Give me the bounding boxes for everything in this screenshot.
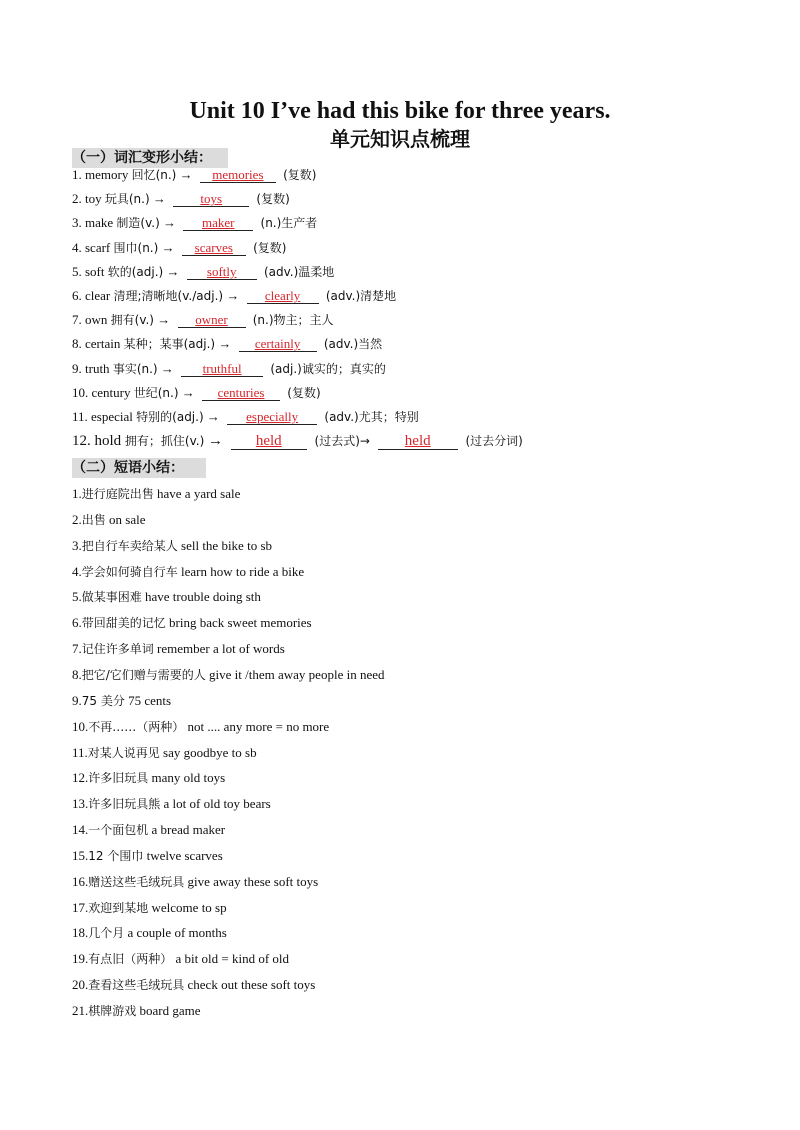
vocab-word: own [85,312,108,328]
phrase-cn: 赠送这些毛绒玩具 [88,874,185,889]
arrow: → [161,239,175,255]
answer-blank [178,312,246,328]
answer-blank [187,264,257,280]
phrase-cn: 几个月 [88,926,125,941]
phrase-cn: 12 个围巾 [88,848,144,863]
vocab-cn: 软的(adj.) [107,264,164,279]
vocab-num: 11. [72,409,88,424]
answer-text: softly [206,263,237,279]
answer-blank [247,288,319,304]
answer-blank [182,240,246,256]
answer-blank [239,336,317,352]
phrase-en: a bit old = kind of old [175,951,290,967]
vocab-note: (n.)物主；主人 [252,313,334,328]
arrow: → [160,360,174,376]
phrase-item [72,691,171,711]
phrase-en: have trouble doing sth [145,589,261,605]
phrase-en: sell the bike to sb [181,537,273,553]
vocab-num: 8. [72,336,82,352]
phrase-cn: 棋牌游戏 [88,1004,137,1018]
phrase-en: a couple of months [127,925,227,941]
vocab-item [72,407,419,427]
phrase-num: 10. [72,718,89,734]
phrase-cn: 一个面包机 [88,823,149,838]
phrase-item [72,639,285,659]
phrase-en: twelve scarves [146,847,223,863]
phrase-num: 14. [72,822,89,838]
vocab-note: (adv.)温柔地 [263,264,335,279]
phrase-num: 9. [72,692,82,708]
phrase-num: 4. [72,563,82,579]
vocab-cn: 玩具(n.) [104,192,150,207]
phrase-num: 20. [72,977,89,993]
phrase-en: have a yard sale [157,486,241,501]
phrase-en: give away these soft toys [187,873,319,889]
answer-text: certainly [254,336,301,352]
phrase-en: check out these soft toys [187,977,316,993]
phrase-num: 8. [72,666,82,682]
phrase-en: a bread maker [151,822,226,838]
page-subtitle: 单元知识点梳理 [330,127,470,151]
phrase-cn: 75 美分 [81,693,125,708]
phrase-num: 13. [72,796,89,812]
answer-text: especially [246,409,299,424]
phrase-item [72,717,329,737]
vocab-num: 4. [72,239,82,255]
vocab-item [72,310,334,330]
vocab-cn: 某种；某事(adj.) [123,337,216,352]
phrase-item [72,536,272,556]
phrase-item [72,768,225,788]
phrase-en: welcome to sp [151,899,227,915]
vocab-num: 12. [72,433,91,449]
phrase-cn: 许多旧玩具 [88,771,149,786]
phrase-en: on sale [109,511,146,527]
phrase-cn: 有点旧（两种） [88,952,173,967]
phrase-num: 19. [72,951,89,967]
phrase-item [72,846,223,866]
answer-blank [227,409,317,425]
vocab-word: century [91,384,131,400]
vocab-num: 3. [72,215,82,231]
arrow: → [226,288,240,303]
answer-blank [181,361,263,377]
phrase-num: 1. [72,486,82,501]
vocab-word: truth [85,360,110,376]
vocab-item [72,213,317,233]
phrase-en: bring back sweet memories [169,615,312,631]
vocab-word: make [85,215,114,231]
answer-text: scarves [194,239,233,255]
phrase-item [72,872,318,892]
phrase-num: 15. [72,847,89,863]
vocab-item [72,286,396,306]
answer-blank [378,434,458,450]
phrase-item [72,794,271,814]
answer-blank [200,167,276,183]
vocab-cn: 围巾(n.) [113,240,159,255]
phrase-en: many old toys [151,770,226,786]
vocab-word: soft [85,263,105,279]
phrase-en: a lot of old toy bears [163,796,271,812]
phrase-item [72,484,240,504]
phrase-item [72,949,289,969]
vocab-word: especial [91,409,133,424]
phrase-item [72,743,257,763]
vocab-cn: 拥有；抓住(v.) [124,434,205,448]
vocab-cn: 制造(v.) [116,216,160,231]
answer-text: clearly [264,288,301,303]
phrase-cn: 出售 [81,512,106,527]
vocab-num: 6. [72,288,82,303]
phrase-item [72,898,227,918]
vocab-num: 5. [72,263,82,279]
answer-text: held [404,433,431,449]
vocab-note: (adv.)尤其；特别 [324,410,419,424]
phrase-cn: 欢迎到某地 [88,900,149,915]
vocab-item-12 [72,431,523,451]
vocab-note: (n.)生产者 [260,216,318,231]
phrase-item [72,1001,201,1021]
phrase-num: 16. [72,873,89,889]
vocab-item [72,383,321,403]
arrow: → [166,263,180,279]
vocab-word: toy [85,191,102,207]
phrase-cn: 把它/它们赠与需要的人 [81,667,206,682]
phrase-item [72,562,304,582]
vocab-item [72,334,382,354]
vocab-note: (复数) [256,192,290,207]
vocab-note: (adv.)清楚地 [325,289,397,303]
phrase-item [72,975,315,995]
vocab-item [72,165,317,185]
vocab-word: scarf [85,239,111,255]
vocab-item [72,238,286,258]
answer-text: memories [212,167,264,182]
phrase-en: give it /them away people in need [209,666,385,682]
phrase-en: remember a lot of words [157,641,285,657]
phrase-item [72,923,227,943]
answer-blank [173,191,249,207]
vocab-note: (复数) [253,240,287,255]
vocab-item [72,262,334,282]
phrase-en: say goodbye to sb [163,744,257,760]
phrase-cn: 查看这些毛绒玩具 [88,978,185,993]
vocab-word: clear [85,288,111,303]
vocab-cn: 事实(n.) [112,361,158,376]
phrase-en: 75 cents [128,692,172,708]
vocab-note: (adv.)当然 [323,337,383,352]
answer-text: held [255,433,282,449]
vocab-note: (复数) [287,385,321,400]
vocab-word: hold [94,433,122,449]
vocab-num: 7. [72,312,82,328]
vocab-cn: 拥有(v.) [110,313,154,328]
arrow: → [179,167,193,182]
vocab-note: (复数) [283,168,317,182]
phrase-num: 21. [72,1003,89,1018]
phrase-cn: 做某事困难 [81,590,142,605]
section-heading-phrases: （二）短语小结： [72,458,206,478]
vocab-cn: 特别的(adj.) [136,410,204,424]
answer-text: truthful [202,360,242,376]
vocab-cn: 回忆(n.) [131,168,177,182]
phrase-cn: 学会如何骑自行车 [81,564,178,579]
phrase-num: 2. [72,511,82,527]
vocab-note: (过去分词) [465,434,523,448]
vocab-item [72,359,386,379]
vocab-word: memory [85,167,129,182]
arrow: → [152,191,166,207]
vocab-num: 9. [72,360,82,376]
answer-text: owner [195,312,228,328]
answer-blank [183,215,253,231]
phrase-en: not .... any more = no more [187,718,330,734]
phrase-cn: 对某人说再见 [87,745,160,760]
page-title: Unit 10 I’ve had this bike for three years. [189,98,611,124]
vocab-num: 10. [72,384,89,400]
arrow: → [163,215,177,231]
arrow: → [206,409,220,424]
answer-blank [202,385,280,401]
vocab-cn: 清理;清晰地(v./adj.) [113,289,224,303]
phrase-cn: 不再……（两种） [88,719,185,734]
arrow: → [181,384,195,400]
phrase-cn: 进行庭院出售 [81,487,154,501]
phrase-item [72,510,145,530]
vocab-num: 1. [72,167,82,182]
phrase-cn: 记住许多单词 [81,642,154,657]
phrase-cn: 把自行车卖给某人 [81,538,178,553]
phrase-en: learn how to ride a bike [181,563,305,579]
phrase-item [72,820,225,840]
vocab-num: 2. [72,191,82,207]
phrase-item [72,665,385,685]
arrow: → [208,433,224,449]
arrow: → [157,312,171,328]
phrase-en: board game [139,1003,201,1018]
phrase-num: 7. [72,641,82,657]
phrase-num: 11. [72,744,88,760]
answer-blank [231,434,307,450]
phrase-cn: 许多旧玩具熊 [88,797,161,812]
vocab-word: certain [85,336,121,352]
phrase-num: 5. [72,589,82,605]
phrase-item [72,587,261,607]
phrase-item [72,613,312,633]
vocab-note: (adj.)诚实的；真实的 [270,361,386,376]
phrase-num: 3. [72,537,82,553]
arrow: → [218,336,232,352]
phrase-num: 18. [72,925,89,941]
answer-text: toys [200,191,222,207]
vocab-item [72,189,290,209]
answer-text: maker [202,215,235,231]
phrase-num: 6. [72,615,82,631]
vocab-cn: 世纪(n.) [133,385,179,400]
section-heading-vocab: （一）词汇变形小结： [72,148,228,168]
answer-text: centuries [217,384,265,400]
phrase-cn: 带回甜美的记忆 [81,616,166,631]
phrase-num: 12. [72,770,89,786]
phrase-num: 17. [72,899,89,915]
vocab-note: (过去式)→ [314,434,370,448]
